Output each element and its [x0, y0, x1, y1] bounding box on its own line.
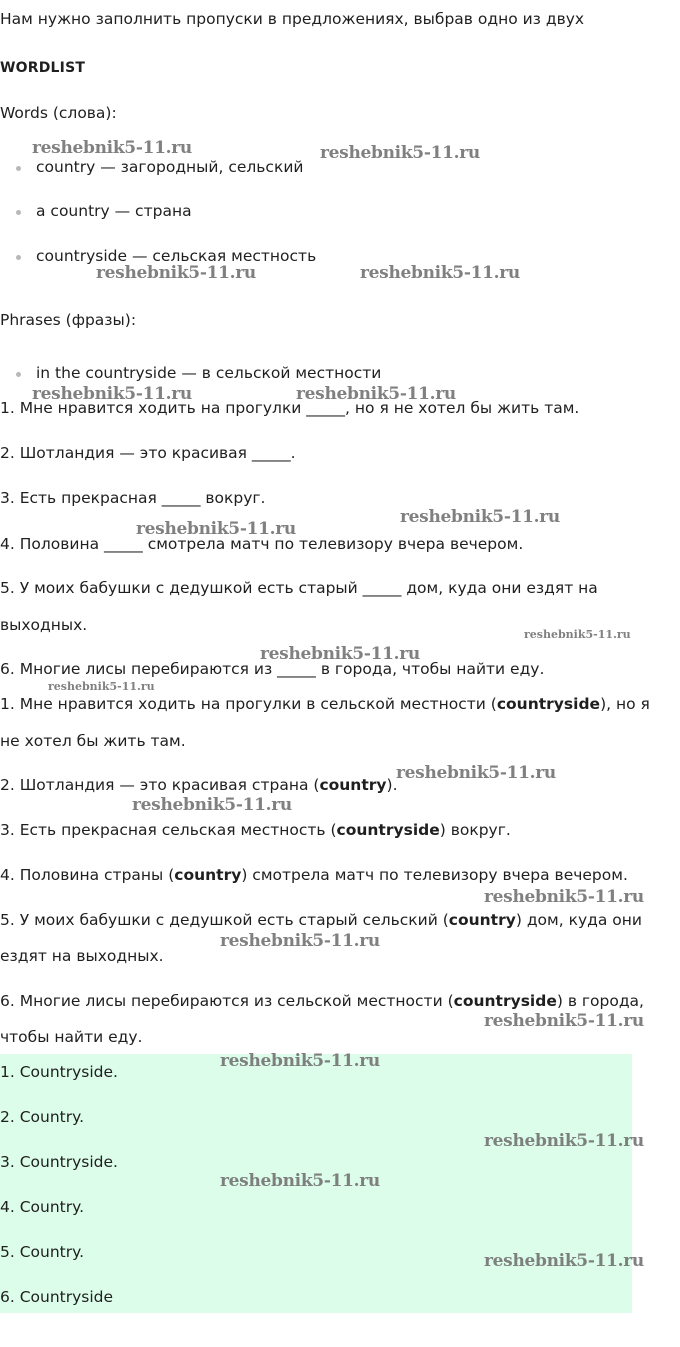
intro-text: Нам нужно заполнить пропуски в предложениях, выбрав одно из двух [0, 10, 585, 28]
answer-word: country [448, 911, 516, 929]
watermark: reshebnik5-11.ru [260, 644, 420, 664]
bullet-dot [16, 372, 21, 377]
answer-word: country [174, 866, 242, 884]
answer-1: 1. Countryside. [0, 1063, 118, 1081]
translation-3: 3. Есть прекрасная сельская местность (countryside) вокруг. [0, 821, 511, 839]
answer-6: 6. Countryside [0, 1288, 114, 1306]
watermark: reshebnik5-11.ru [220, 1171, 380, 1191]
watermark: reshebnik5-11.ru [32, 138, 192, 158]
watermark: reshebnik5-11.ru [220, 931, 380, 951]
list-item: country — загородный, сельский [36, 158, 304, 176]
watermark: reshebnik5-11.ru [396, 763, 556, 783]
watermark: reshebnik5-11.ru [220, 1051, 380, 1071]
answer-word: countryside [453, 992, 557, 1010]
task-2: 2. Шотландия — это красивая _____. [0, 444, 296, 462]
phrases-label: Phrases (фразы): [0, 311, 137, 329]
answer-2: 2. Country. [0, 1108, 85, 1126]
translation-5: 5. У моих бабушки с дедушкой есть старый сельский (country) дом, куда они [0, 911, 642, 929]
translation-4: 4. Половина страны (country) смотрела матч по телевизору вчера вечером. [0, 866, 628, 884]
task-5: 5. У моих бабушки с дедушкой есть старый _____ дом, куда они ездят на [0, 579, 598, 597]
answer-3: 3. Countryside. [0, 1153, 118, 1171]
watermark: reshebnik5-11.ru [320, 143, 480, 163]
watermark: reshebnik5-11.ru [136, 519, 296, 539]
watermark: reshebnik5-11.ru [132, 795, 292, 815]
list-item: a country — страна [36, 202, 192, 220]
task-4: 4. Половина _____ смотрела матч по телевизору вчера вечером. [0, 535, 524, 553]
watermark: reshebnik5-11.ru [296, 384, 456, 404]
answer-word: country [319, 776, 387, 794]
watermark: reshebnik5-11.ru [524, 628, 631, 641]
watermark: reshebnik5-11.ru [484, 1131, 644, 1151]
wordlist-heading: WORDLIST [0, 60, 86, 76]
bullet-dot [16, 255, 21, 260]
bullet-dot [16, 166, 21, 171]
translation-6-continued: чтобы найти еду. [0, 1028, 143, 1046]
watermark: reshebnik5-11.ru [484, 1011, 644, 1031]
watermark: reshebnik5-11.ru [400, 507, 560, 527]
watermark: reshebnik5-11.ru [32, 384, 192, 404]
list-item: countryside — сельская местность [36, 247, 317, 265]
bullet-dot [16, 210, 21, 215]
watermark: reshebnik5-11.ru [360, 263, 520, 283]
words-label: Words (слова): [0, 104, 117, 122]
watermark: reshebnik5-11.ru [484, 887, 644, 907]
translation-1: 1. Мне нравится ходить на прогулки в сельской местности (countryside), но я [0, 695, 650, 713]
watermark: reshebnik5-11.ru [96, 263, 256, 283]
watermark: reshebnik5-11.ru [484, 1251, 644, 1271]
translation-2: 2. Шотландия — это красивая страна (country). [0, 776, 398, 794]
task-1: 1. Мне нравится ходить на прогулки _____, но я не хотел бы жить там. [0, 399, 580, 417]
answer-5: 5. Country. [0, 1243, 85, 1261]
translation-1-continued: не хотел бы жить там. [0, 732, 186, 750]
answer-word: countryside [336, 821, 440, 839]
answer-word: countryside [496, 695, 601, 713]
answer-4: 4. Country. [0, 1198, 85, 1216]
task-5-continued: выходных. [0, 616, 88, 634]
task-6: 6. Многие лисы перебираются из _____ в города, чтобы найти еду. [0, 660, 545, 678]
watermark: reshebnik5-11.ru [48, 680, 155, 693]
task-3: 3. Есть прекрасная _____ вокруг. [0, 489, 266, 507]
translation-5-continued: ездят на выходных. [0, 947, 164, 965]
list-item: in the countryside — в сельской местности [36, 364, 382, 382]
translation-6: 6. Многие лисы перебираются из сельской местности (countryside) в города, [0, 992, 644, 1010]
